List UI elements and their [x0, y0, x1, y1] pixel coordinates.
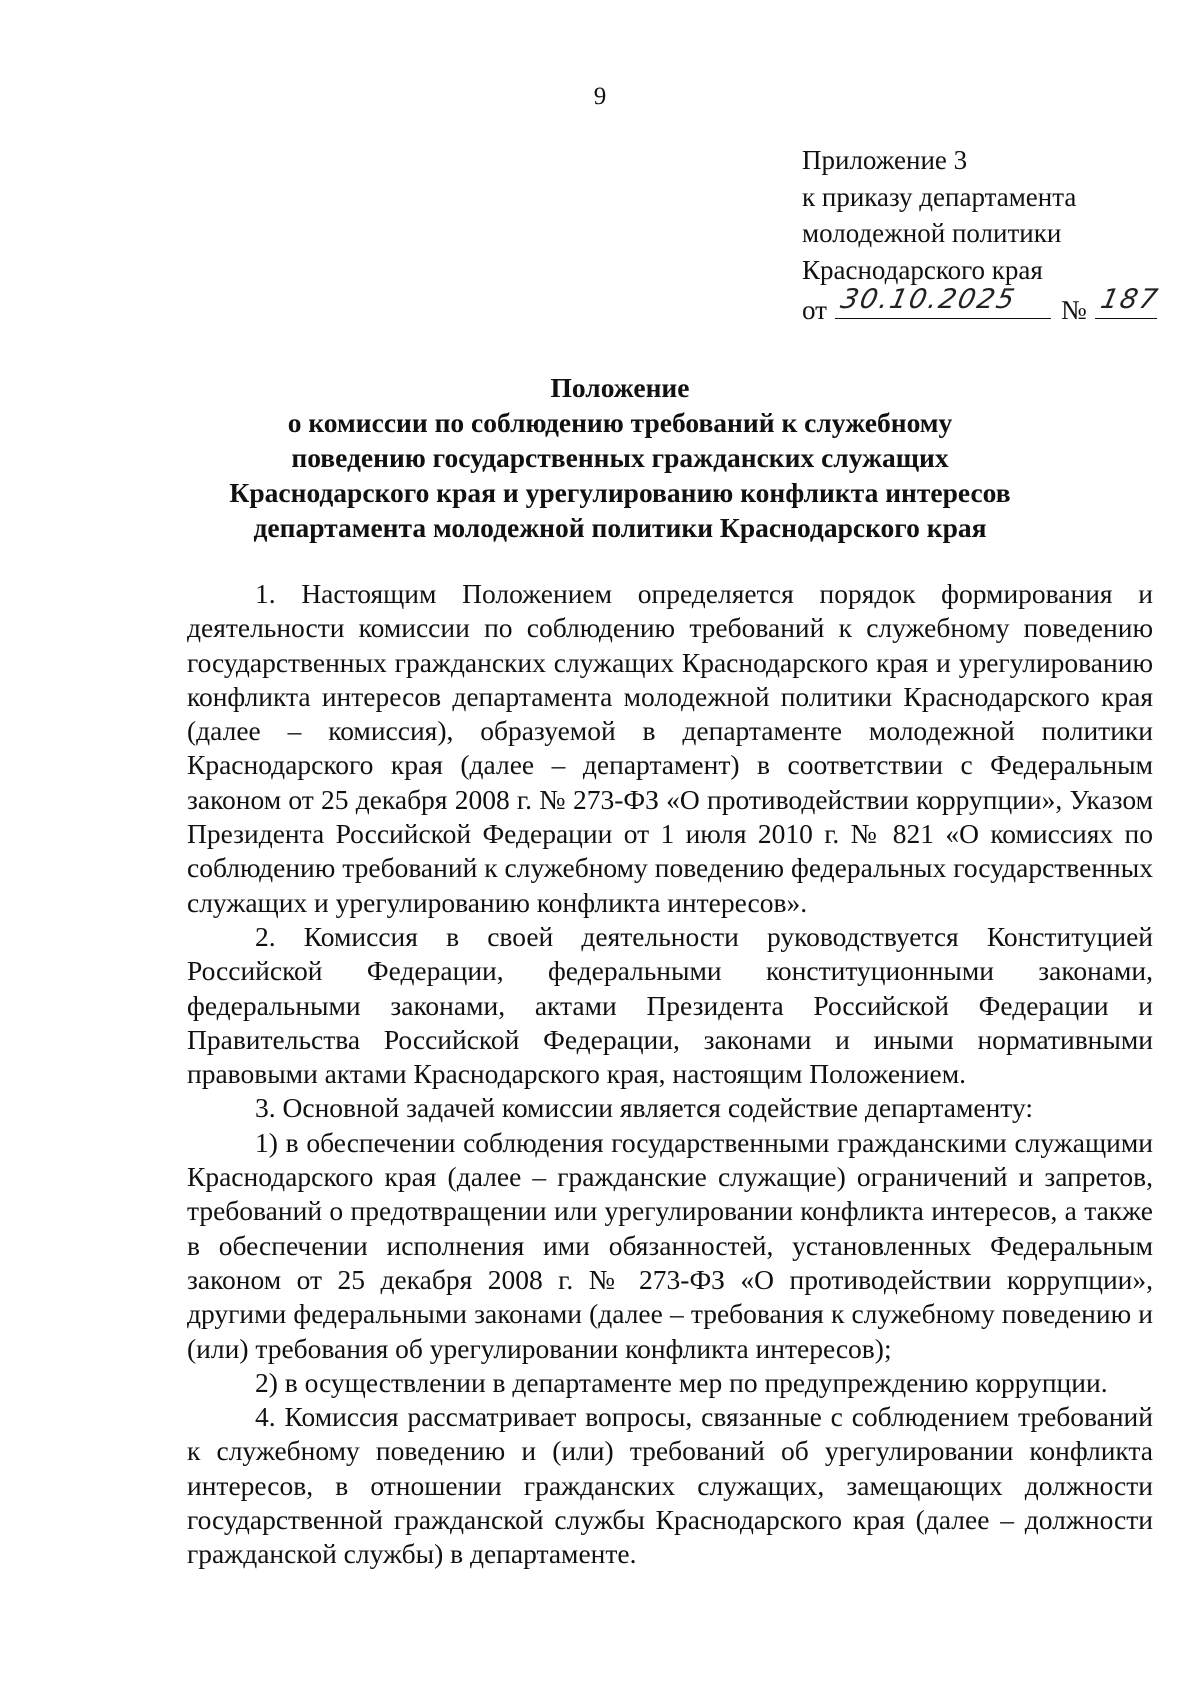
appendix-line: Краснодарского края — [802, 254, 1043, 285]
handwritten-number: 187 — [1097, 284, 1162, 315]
paragraph-3-item-2: 2) в осуществлении в департаменте мер по предупреждению коррупции. — [255, 1366, 1108, 1398]
paragraph-1: 1. Настоящим Положением определяется порядок формирования и деятельности комиссии по соблюдению требований к служебному поведению государственных гражданских служащих Краснодарского края и урегулированию конфликта интересов департамента молодежной политики Краснодарского края (далее – комиссия), образуемой в департаменте молодежной политики Краснодарского края (далее – департамент) в соответствии с Федеральным законом от 25 декабря 2008 г. № 273-ФЗ «О противодействии коррупции», Указом Президента Российской Федерации от 1 июля 2010 г. № 821 «О комиссиях по соблюдению требований к служебному поведению федеральных государственных служащих и урегулированию конфликта интересов». — [187, 578, 1153, 918]
date-blank — [835, 284, 1051, 319]
title-line: о комиссии по соблюдению требований к служебному — [287, 407, 953, 438]
appendix-line: молодежной политики — [802, 218, 1062, 248]
paragraph-2: 2. Комиссия в своей деятельности руководствуется Конституцией Российской Федерации, федеральными конституционными законами, федеральными законами, актами Президента Российской Федерации и Правительства Российской Федерации, законами и иными нормативными правовыми актами Краснодарского края, настоящим Положением. — [187, 920, 1153, 1090]
paragraph-4: 4. Комиссия рассматривает вопросы, связанные с соблюдением требований к служебному поведению и (или) требований об урегулировании конфликта интересов, в отношении гражданских служащих, замещающих должности государственной гражданской службы Краснодарского края (далее – должности гражданской службы) в департаменте. — [187, 1401, 1153, 1570]
title-line: поведению государственных гражданских служащих — [291, 442, 949, 473]
handwritten-date: 30.10.2025 — [837, 284, 1020, 315]
date-prefix: от — [802, 295, 827, 325]
page-number: 9 — [593, 83, 607, 110]
order-date-number-row — [802, 284, 1162, 329]
appendix-line: Приложение 3 — [802, 145, 968, 175]
title-line: департамента молодежной политики Краснодарского края — [253, 512, 987, 543]
document-body — [187, 577, 1153, 1572]
document-title — [150, 370, 1090, 545]
paragraph-3: 3. Основной задачей комиссии является содействие департаменту: — [255, 1092, 1033, 1124]
number-blank — [1095, 284, 1162, 319]
paragraph-3-item-1: 1) в обеспечении соблюдения государственными гражданскими служащими Краснодарского края (далее – гражданские служащие) ограничений и запретов, требований о предотвращении или урегулировании конфликта интересов, а также в обеспечении исполнения ими обязанностей, установленных Федеральным законом от 25 декабря 2008 г. № 273-ФЗ «О противодействии коррупции», другими федеральными законами (далее – требования к служебному поведению и (или) требования об урегулировании конфликта интересов); — [187, 1126, 1153, 1364]
title-line: Краснодарского края и урегулированию конфликта интересов — [229, 477, 1011, 508]
appendix-line: к приказу департамента — [802, 181, 1077, 212]
appendix-block — [802, 142, 1162, 329]
title-line: Положение — [550, 372, 690, 403]
number-sign: № — [1060, 295, 1087, 325]
